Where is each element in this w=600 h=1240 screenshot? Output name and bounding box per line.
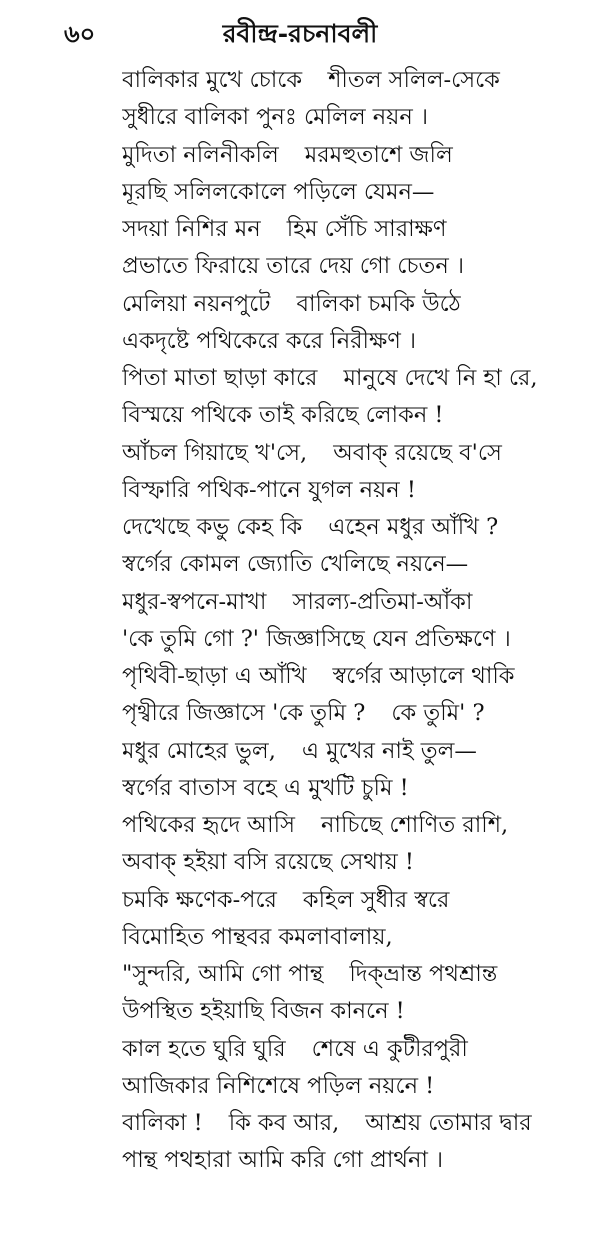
poem-line (122, 695, 592, 732)
poem-line (122, 1105, 592, 1142)
poem-line-segment: স্বর্গের কোমল জ্যোতি খেলিছে নয়নে— (122, 551, 469, 578)
poem-line (122, 546, 592, 583)
poem-line-segment: শীতল সলিল-সেকে (328, 67, 500, 93)
poem-line-segment: আজিকার নিশিশেষে পড়িল নয়নে ! (122, 1072, 435, 1099)
poem-line-segment: অবাক্ হইয়া বসি রয়েছে সেথায় ! (122, 849, 414, 876)
poem-line-segment: অবাক্ রয়েছে ব'সে (333, 439, 502, 466)
poem-line-segment: সদয়া নিশির মন (122, 216, 261, 242)
poem-line (122, 137, 592, 174)
poem-line (122, 174, 592, 211)
poem-line-segment: মেলিয়া নয়নপুটে (122, 290, 271, 317)
poem-line (122, 1068, 592, 1105)
poem-line (122, 956, 592, 993)
poem-line (122, 211, 592, 248)
poem-line (122, 509, 592, 546)
poem-line-segment: মধুর-স্বপনে-মাখা (122, 588, 267, 615)
poem-line (122, 248, 592, 285)
poem-body (122, 62, 592, 1180)
poem-line-segment: একদৃষ্টে পথিকেরে করে নিরীক্ষণ । (122, 327, 417, 354)
poem-line-segment: দেখেছে কভু কেহ কি (122, 514, 303, 540)
poem-line (122, 844, 592, 881)
poem-line (122, 658, 592, 695)
poem-line (122, 733, 592, 770)
poem-line-segment: কে তুমি' ? (391, 700, 485, 727)
poem-line-segment: মানুষে দেখে নি হা রে, (343, 365, 538, 391)
poem-line (122, 360, 592, 397)
poem-line-segment: কাল হতে ঘুরি ঘুরি (122, 1035, 286, 1062)
poem-line (122, 472, 592, 509)
poem-line-segment: এহেন মধুর আঁখি ? (328, 514, 499, 540)
poem-line (122, 807, 592, 844)
poem-line-segment: বালিকার মুখে চোকে (122, 67, 303, 93)
poem-line (122, 1142, 592, 1179)
poem-line-segment: পান্থ পথহারা আমি করি গো প্রার্থনা । (122, 1147, 444, 1174)
poem-line-segment: শেষে এ কুটীরপুরী (311, 1035, 468, 1062)
poem-line-segment: উপস্থিত হইয়াছি বিজন কাননে ! (122, 998, 405, 1025)
poem-line-segment: নাচিছে শোণিত রাশি, (320, 812, 509, 838)
poem-line-segment: হিম সেঁচি সারাক্ষণ (286, 216, 447, 242)
poem-line-segment: আশ্রয় তোমার দ্বার (365, 1110, 532, 1136)
poem-line-segment: 'কে তুমি গো ?' জিজ্ঞাসিছে যেন প্রতিক্ষণে । (122, 625, 511, 652)
poem-line-segment: কি কব আর, (228, 1110, 340, 1136)
poem-line-segment: মুদিতা নলিনীকলি (122, 141, 279, 168)
poem-line-segment: বিস্ফারি পথিক-পানে যুগল নয়ন ! (122, 476, 416, 503)
poem-line-segment: বিমোহিত পান্থবর কমলাবালায়, (122, 923, 393, 950)
poem-line-segment: মধুর মোহের ভুল, (122, 737, 276, 764)
poem-line (122, 397, 592, 434)
poem-line (122, 435, 592, 472)
poem-line-segment: সুধীরে বালিকা পুনঃ মেলিল নয়ন । (122, 104, 429, 131)
poem-line (122, 62, 592, 99)
poem-line-segment: কহিল সুধীর স্বরে (302, 886, 450, 913)
poem-line (122, 770, 592, 807)
poem-line (122, 1031, 592, 1068)
poem-line-segment: এ মুখের নাই তুল— (301, 737, 477, 764)
poem-line-segment: বালিকা ! (122, 1110, 203, 1136)
poem-line (122, 621, 592, 658)
poem-line-segment: স্বর্গের আড়ালে থাকি (332, 663, 515, 689)
running-title: রবীন্দ্র-রচনাবলী (222, 19, 378, 48)
poem-line (122, 286, 592, 323)
poem-line-segment: প্রভাতে ফিরায়ে তারে দেয় গো চেতন । (122, 253, 465, 280)
poem-line (122, 882, 592, 919)
poem-line-segment: বিস্ময়ে পথিকে তাই করিছে লোকন ! (122, 402, 444, 429)
poem-line (122, 323, 592, 360)
poem-line-segment: স্বর্গের বাতাস বহে এ মুখটি চুমি ! (122, 774, 409, 801)
poem-line (122, 99, 592, 136)
poem-line-segment: পিতা মাতা ছাড়া কারে (122, 365, 318, 391)
poem-line (122, 919, 592, 956)
poem-line-segment: পৃথ্বীরে জিজ্ঞাসে 'কে তুমি ? (122, 700, 366, 727)
poem-line-segment: মরমহুতাশে জলি (304, 141, 453, 168)
poem-line (122, 993, 592, 1030)
poem-line-segment: চমকি ক্ষণেক-পরে (122, 886, 277, 913)
page-number: ৬০ (64, 19, 96, 48)
poem-line-segment: পথিকের হৃদে আসি (122, 812, 295, 838)
poem-line-segment: আঁচল গিয়াছে খ'সে, (122, 439, 308, 466)
poem-line-segment: "সুন্দরি, আমি গো পান্থ (122, 961, 324, 987)
poem-line-segment: মূরছি সলিলকোলে পড়িলে যেমন— (122, 178, 435, 205)
poem-line-segment: দিক্‌ভ্রান্ত পথশ্রান্ত (349, 961, 498, 987)
poem-line-segment: বালিকা চমকি উঠে (296, 290, 461, 317)
page-header (0, 10, 600, 50)
poem-line (122, 584, 592, 621)
poem-line-segment: সারল্য-প্রতিমা-আঁকা (292, 588, 473, 615)
poem-line-segment: পৃথিবী-ছাড়া এ আঁখি (122, 663, 307, 689)
